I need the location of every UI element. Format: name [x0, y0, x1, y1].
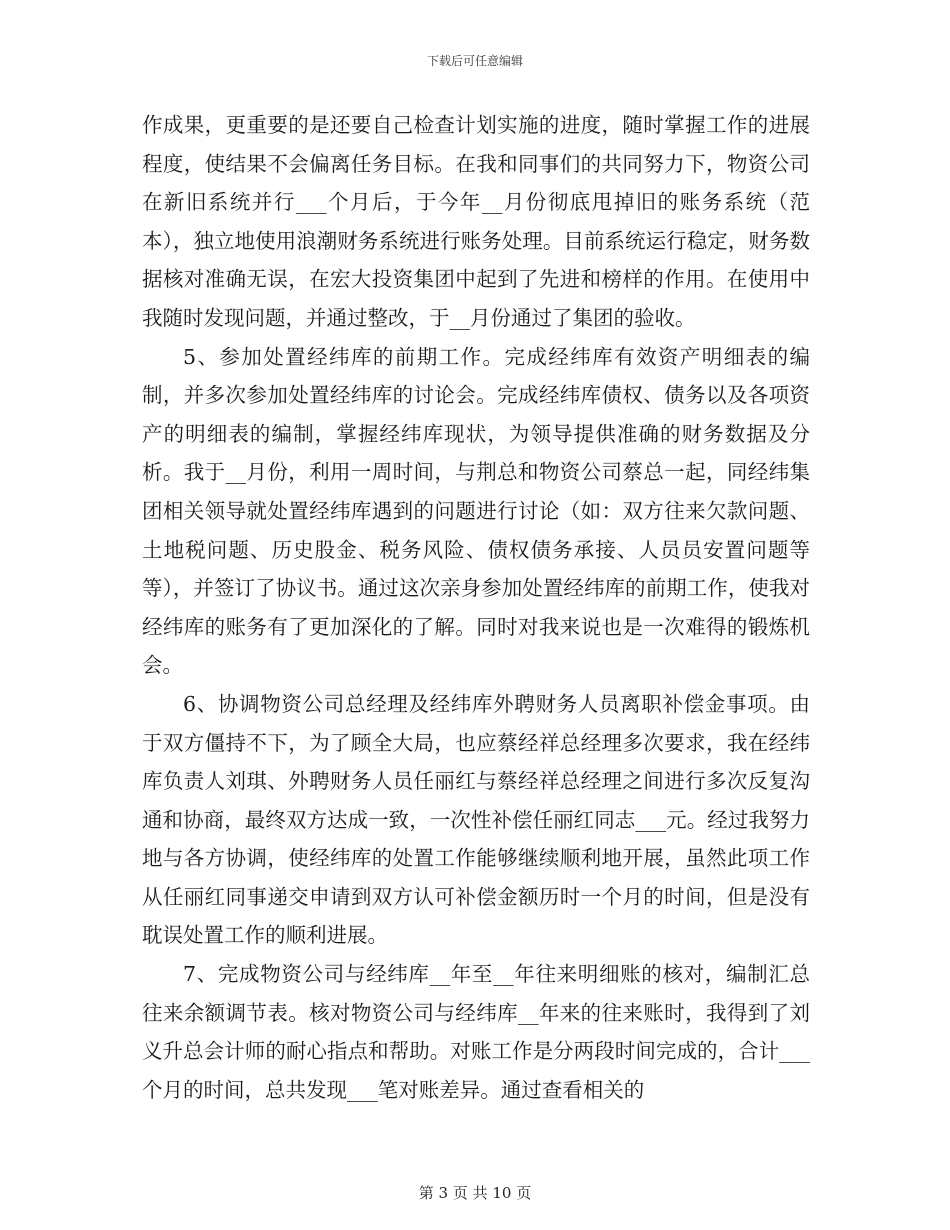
page-footer: 第 3 页 共 10 页 [418, 1184, 532, 1202]
paragraph-item-6: 6、协调物资公司总经理及经纬库外聘财务人员离职补偿金事项。由于双方僵持不下，为了顾全大局，也应蔡经祥总经理多次要求，我在经纬库负责人刘琪、外聘财务人员任丽红与蔡经祥总经理之间进行多次反复沟通和协商，最终双方达成一致，一次性补偿任丽红同志___元。经过我努力地与各方协调，使经纬库的处置工作能够继续顺利地开展，虽然此项工作从任丽红同事递交申请到双方认可补偿金额历时一个月的时间，但是没有耽误处置工作的顺利进展。 [142, 691, 810, 948]
paragraph-item-7: 7、完成物资公司与经纬库__年至__年往来明细账的核对，编制汇总往来余额调节表。核对物资公司与经纬库__年来的往来账时，我得到了刘义升总会计师的耐心指点和帮助。对账工作是分两段时间完成的，合计___个月的时间，总共发现___笔对账差异。通过查看相关的 [142, 962, 810, 1102]
paragraph-continuation: 作成果，更重要的是还要自己检查计划实施的进度，随时掌握工作的进展程度，使结果不会偏离任务目标。在我和同事们的共同努力下，物资公司在新旧系统并行___个月后，于今年__月份彻底甩掉旧的账务系统（范本），独立地使用浪潮财务系统进行账务处理。目前系统运行稳定，财务数据核对准确无误，在宏大投资集团中起到了先进和榜样的作用。在使用中我随时发现问题，并通过整改，于__月份通过了集团的验收。 [142, 113, 810, 330]
page-header: 下载后可任意编辑 [426, 54, 523, 68]
document-body [142, 106, 810, 1109]
paragraph-item-5: 5、参加处置经纬库的前期工作。完成经纬库有效资产明细表的编制，并多次参加处置经纬库的讨论会。完成经纬库债权、债务以及各项资产的明细表的编制，掌握经纬库现状，为领导提供准确的财务数据及分析。我于__月份，利用一周时间，与荆总和物资公司蔡总一起，同经纬集团相关领导就处置经纬库遇到的问题进行讨论（如：双方往来欠款问题、土地税问题、历史股金、税务风险、债权债务承接、人员员安置问题等等），并签订了协议书。通过这次亲身参加处置经纬库的前期工作，使我对经纬库的账务有了更加深化的了解。同时对我来说也是一次难得的锻炼机会。 [142, 344, 810, 678]
